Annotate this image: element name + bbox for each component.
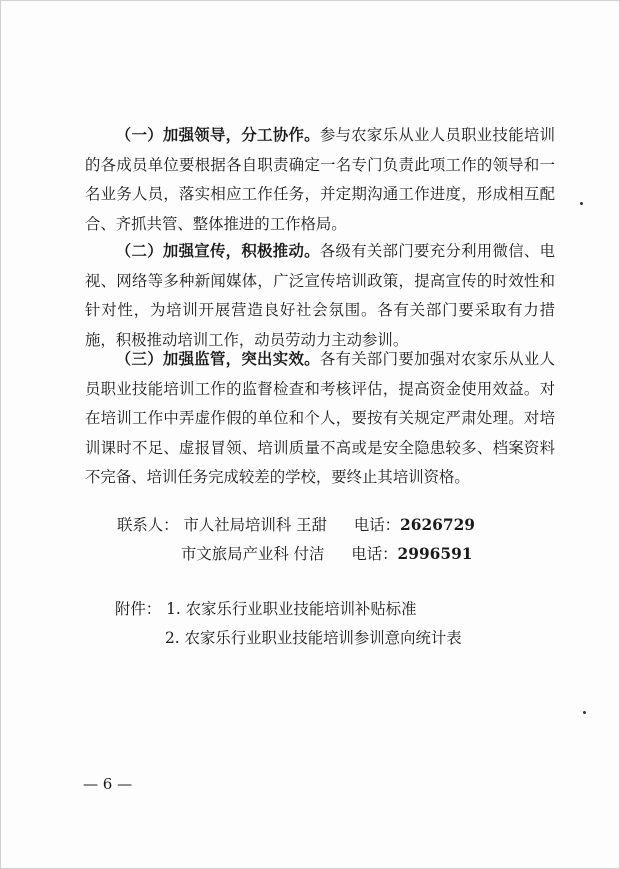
contact-name: 王甜: [296, 516, 327, 534]
contact-phone-label: 电话：: [353, 516, 401, 534]
contact-phone: 2996591: [397, 545, 473, 563]
attachment-line-1: [115, 595, 417, 624]
paragraph-publicity: [85, 237, 555, 355]
paragraph-heading: （二）加强宣传，积极推动。: [115, 242, 320, 260]
contact-unit: 市文旅局产业科: [181, 545, 289, 563]
attachment-line-2: [165, 624, 462, 653]
contact-line-2: [181, 540, 473, 569]
attachment-title: 农家乐行业职业技能培训参训意向统计表: [184, 629, 462, 647]
contact-phone: 2626729: [400, 516, 475, 534]
paragraph-leadership: [85, 121, 555, 239]
contact-label: 联系人：: [117, 516, 179, 534]
contact-line-1: [117, 511, 475, 540]
attachment-number: 1.: [166, 600, 181, 618]
paragraph-heading: （三）加强监管，突出实效。: [115, 350, 320, 368]
attachment-title: 农家乐行业职业技能培训补贴标准: [185, 600, 417, 618]
paragraph-body: 参与农家乐从业人员职业技能培训的各成员单位要根据各自职责确定一名专门负责此项工作的领导和一名业务人员，落实相应工作任务，并定期沟通工作进度，形成相互配合、齐抓共管、整体推进的工作格局。: [85, 126, 555, 233]
contact-phone-label: 电话：: [351, 545, 398, 563]
scan-speck: [580, 202, 583, 205]
attachment-label: 附件：: [115, 600, 162, 618]
paragraph-supervision: [85, 345, 555, 493]
page-number: — 6 —: [83, 775, 133, 793]
contact-name: 付洁: [293, 545, 325, 563]
paragraph-heading: （一）加强领导，分工协作。: [115, 126, 320, 144]
attachment-number: 2.: [165, 629, 180, 647]
paragraph-body: 各级有关部门要充分利用微信、电视、网络等多种新闻媒体，广泛宣传培训政策，提高宣传的时效性和针对性，为培训开展营造良好社会氛围。各有关部门要采取有力措施，积极推动培训工作，动员劳动力主动参训。: [85, 242, 555, 349]
contact-unit: 市人社局培训科: [183, 516, 292, 534]
paragraph-body: 各有关部门要加强对农家乐从业人员职业技能培训工作的监督检查和考核评估，提高资金使用效益。对在培训工作中弄虚作假的单位和个人，要按有关规定严肃处理。对培训课时不足、虚报冒领、培训质量不高或是安全隐患较多、档案资料不完备、培训任务完成较差的学校，要终止其培训资格。: [85, 350, 555, 486]
scan-speck: [583, 711, 586, 714]
